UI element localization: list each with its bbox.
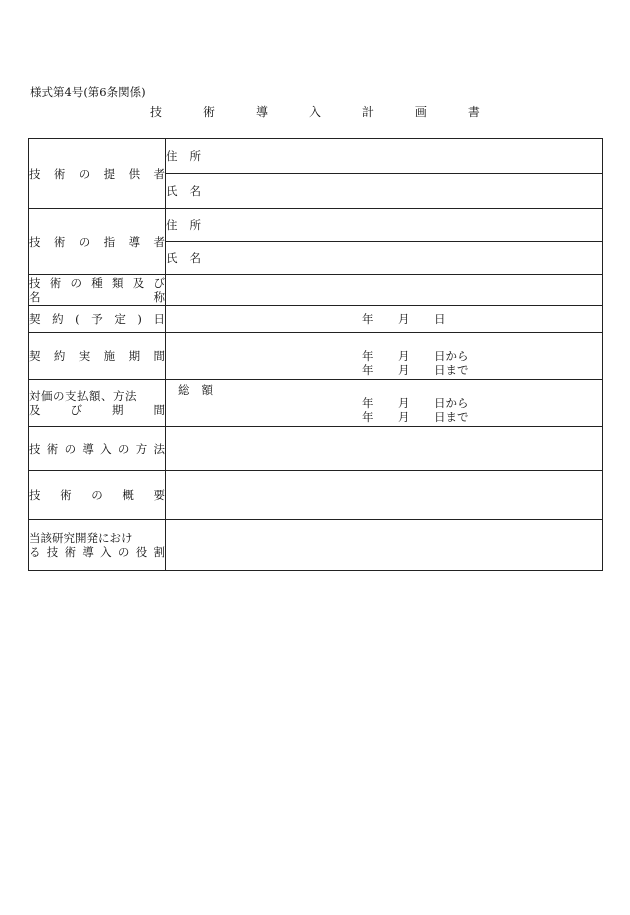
overview-label: 技 術 の 概 要 bbox=[29, 471, 166, 520]
type-name-label: 技 術 の 種 類 及 び 名 称 bbox=[29, 276, 165, 304]
contract-period-label: 契 約 実 施 期 間 bbox=[29, 333, 166, 380]
plan-form-table bbox=[28, 138, 603, 571]
overview-field[interactable] bbox=[166, 471, 603, 520]
provider-name-field[interactable] bbox=[166, 174, 603, 209]
contract-date-field[interactable]: 年 月 日 bbox=[166, 306, 603, 333]
document-title: 技 術 導 入 計 画 書 bbox=[150, 105, 480, 119]
form-number: 様式第4号(第6条関係) bbox=[30, 85, 146, 99]
total-amount-label: 総 額 bbox=[178, 383, 213, 397]
payment-field[interactable]: 総 額 年 月 日から 年 月 日まで bbox=[166, 380, 603, 427]
method-field[interactable] bbox=[166, 427, 603, 471]
role-label: 当該研究開発におけ る 技 術 導 入 の 役 割 bbox=[29, 520, 166, 571]
provider-label: 技 術 の 提 供 者 bbox=[29, 139, 166, 209]
name-label: 氏 名 bbox=[166, 184, 201, 198]
contract-date-label: 契 約 ( 予 定 ) 日 bbox=[29, 306, 166, 333]
type-name-field[interactable] bbox=[166, 275, 603, 306]
instructor-label: 技 術 の 指 導 者 bbox=[29, 209, 166, 275]
instructor-address-field[interactable] bbox=[166, 209, 603, 242]
method-label: 技 術 の 導 入 の 方 法 bbox=[29, 427, 166, 471]
role-field[interactable] bbox=[166, 520, 603, 571]
provider-address-field[interactable] bbox=[166, 139, 603, 174]
name-label: 氏 名 bbox=[166, 251, 201, 265]
instructor-name-field[interactable] bbox=[166, 242, 603, 275]
contract-period-field[interactable]: 年 月 日から 年 月 日まで bbox=[166, 333, 603, 380]
payment-label: 対価の支払額、方法 及 び 期 間 bbox=[29, 380, 166, 427]
address-label: 住 所 bbox=[166, 149, 201, 163]
address-label: 住 所 bbox=[166, 218, 201, 232]
